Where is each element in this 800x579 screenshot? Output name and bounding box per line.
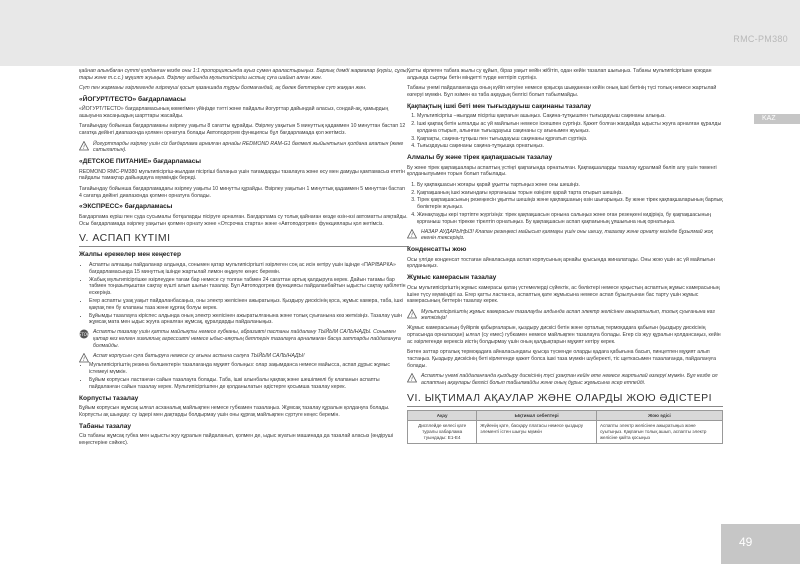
stop-icon	[79, 329, 89, 339]
list-item: 1. Бу қақпақшасын жоғары қарай ұқыпты тартыңыз және оны шешіңіз.	[417, 182, 723, 189]
paragraph: Бөтен заттар орталық термоқадаға айналасындағы қуысқа түскенде оларды қадаға қабығына басып, пинцетпен мұқият алып тастаңыз. Қыздыру дискісінің беті кірлегенде қажет болса ішкі таза мүмкін шүберекті, тіс щеткасымен тазалағанда, пайдалануға болады.	[407, 349, 717, 369]
paragraph: Бағдарлама күріш пен суда сусымалы ботқаларды пісіруге арналған. Бағдарлама су толық қайнаған кезде өзін-өзі автоматты аяқтайды. Осы бағдарламада әзірлеу уақытын қолмен орнату және «Отсрочка старта» және «Автоподогрев» функциялары қол жетімсіз.	[79, 213, 408, 227]
warning-icon	[407, 373, 417, 383]
paragraph: «ЙОГУРТ/ТЕСТО» бағдарламасының көмегімен үйіңізде тәтті және пайдалы йогурттар дайындай аласыз, сондай-ақ, қамырдың ашыуына жасаңыздың шарттары жасайды.	[79, 106, 389, 120]
svg-text:STOP: STOP	[79, 331, 89, 337]
svg-text:!: !	[82, 143, 86, 151]
left-column	[79, 68, 409, 450]
general-list-2	[79, 362, 409, 390]
list-item: • Бұйым корпусын ластанған сайын тазалауға болады. Таба, ішкі алынбалы қақпақ және шешілмелі бу клапанын аспапты пайдаланған сайын тазалау керек. Мультипісіргішпен де қолданылатын әдістерге қосымша тазалау керек.	[89, 377, 409, 391]
paragraph: Бу және тірек қақпақшалары аспаптың үстіңгі қақпағында орнатылған. Қақпақшаларды тазалау құралмай бөліп алу үшін төменгі қолданылуымен торын болып табылады.	[407, 164, 717, 178]
list-item: 4. Тығыздауыш сақинаны сақина-тұтқышқа орнатыңыз.	[417, 143, 723, 150]
warning-icon	[79, 141, 89, 151]
intro-paragraph: қайнап алынбаған сүтті қолданған кезде оны 1:1 пропорциясында ауыз сумен араластырыңыз. Барлық дәмді жармалар (күріш, сұлы, тары және т.с.с.) мұқият жуыңыз. Әзірлеу алдында мультипісіргіш ыстық суға шайып алған жөн.	[79, 68, 408, 81]
section-heading-yogurt: «ЙОГУРТ/ТЕСТО» бағдарламасы	[79, 95, 186, 103]
section-heading-body: Корпусты тазалау	[79, 394, 139, 402]
note-text: Аспапты тазалау үшін қатты майлықты немесе губканы, абразивті пастаны пайдалану ТЫЙЫМ САЛЫНАДЫ. Сонымен қатар кез келген химиялық агрессивті немесе ыдыс-аяқтың беттерін тазалауға арналмаған басқа заттарды пайдалануға болмайды.	[93, 329, 401, 349]
note-text: Аспапты үнемі пайдаланғанда қыздыру дискісінің түсі ұзақтан кейін өте немесе жартылай өзгеруі мүмкін. Бұл кезде ол аспаптың ақаулары белгісі болып табылмайды және оның дұрыс жұмысына әсер етпейді.	[421, 373, 718, 386]
table-header-row	[408, 410, 723, 421]
paragraph: Тағайындау бойынша бағдарламадағы әзірлеу уақыты 10 минутты құрайды. Әзірлеу уақытын 1 минуттық қадаммен 5 минуттан бастап 4 сағатқа дейінгі диапазонда қолмен орнатуға болады.	[79, 185, 405, 199]
column-header: Ықтимал себептері	[477, 410, 597, 421]
section-heading-chamber: Жұмыс камерасын тазалау	[407, 274, 497, 282]
paragraph: Тағайындау бойынша бағдарламаны әзірлеу уақыты 8 сағатты құрайды. Әзірлеу уақытын 5 минуттық қадаммен 10 минуттан бастап 12 сағатқа дейінгі диапазонда қолмен орнатуға болады Автоподогрев функциясы бұл бағдарламада қол жетімсіз.	[79, 123, 406, 137]
list-item: • Бұйымды тазалауға кіріспес алдында оның электр желісінен ажыратылғанына және толық суығанына көз жеткізіңіз. Тазалау үшін жұмсақ мата мен ыдыс жууға арналған жұмсақ, құралдарды пайдаланыңыз.	[89, 313, 409, 327]
list-item: 1. Мультипісіргіш –жылдам пісіргіш қақпағын ашыңыз. Сақина-тұтқышпен тығыздауыш сақинаны алыңыз.	[417, 113, 723, 120]
page-number-box	[721, 524, 800, 564]
general-list	[79, 262, 409, 326]
paragraph: Сіз табаны жұмсақ губка мен ыдысты жуу құралын пайдаланып, қолмен де, ыдыс жуатын машинада да тазалай аласыз (өндіруші кеңестеріне сәйкес).	[79, 433, 394, 446]
note-text: Йогурттарды әзірлеу үшін сіз бағдарлама арналған арнайы REDMOND RAM-G1 бөлмелі жыйынтығын қолдана алатын (жеке сатылатын).	[93, 140, 404, 154]
table-row	[408, 421, 723, 443]
table-cell: Аспапты электр желісінен ажыратыңыз және суытыңыз. Қақпағын толық ашып, аспапты электр желісіне қайта қосыңыз	[596, 421, 722, 443]
intro-paragraph: Сүт пен жарманы әзірлегенде әзірлеуші қосып қазаншада тұруы болмағандай, ақ бөлек беттеріне сүт жаққан жөн.	[79, 85, 367, 92]
list-item: 2. Ішкі қақпақ бетін ылғалды ас үй майлығын немесе іскешпен сүртіңіз. Қажет болған жағдайда ыдысты жууға арналған құралды қолдана отырып, алынған тығыздауыш сақинаны су ағынымен жуыңыз.	[417, 121, 723, 135]
list-item: • Егер аспапты ұзақ уақыт пайдаланбасаңыз, оны электр желісінен ажыратыңыз. Қыздыру дискісінің қоса, жұмыс камера, таба, ішкі қақпақ пен бу клапаны таза және құрғақ болуы керек.	[89, 298, 409, 312]
svg-text:!: !	[82, 355, 86, 363]
paragraph: Табаны үнемі пайдаланғанда оның күйіп кетуіне немесе қоқысқа шыққаннан кейін оның ішкі бетінің түсі толық немесе жартылай өзгеруі мүмкін. Бұл әзімен өз таба ақаудың белгісі болып табылмайды.	[407, 85, 717, 98]
lid-steps	[407, 113, 723, 150]
section-heading-general: Жалпы ережелер мен кеңестер	[79, 251, 181, 259]
note-text: Аспап корпусын суға батыруға немесе су ағыны астына салуға ТЫЙЫМ САЛЫНАДЫ!	[93, 352, 305, 359]
top-band	[0, 0, 800, 66]
note-text: НАЗАР АУДАРЫҢЫЗ! Клапан резеңкесі майысып қалмауы үшін оны шешу, тазалау және орнату кезінде бұзылмай жоқ екенін тексеріңіз.	[421, 228, 713, 242]
page-number: 49	[739, 535, 753, 549]
list-item: • Мультипісіргіштің резина бөлшектерін тазалағанда мұқият болыңыз: олар зақымданса немесе майысса, аспап дұрыс жұмыс істемеуі мүмкін.	[89, 362, 409, 376]
list-item: 3. Қақпақты, сақина-тұтқыш пен тығыздауыш сақинаны құрғатып сүртіңіз.	[417, 136, 723, 143]
paragraph: Қатты кірлеген табаға жылы су құйып, біраз уақыт кейін жібітіп, одан кейін тазалап шығыңыз. Табаны мультипісіргішке қоюдан алдында сыртқы бетін міндетті түрде кептіріп сүртіңіз.	[407, 68, 712, 81]
note-text: Мультипісіргіштің жұмыс камерасын тазалауды алдында аспап электр желісінен ажыратылып, толық суығанына көз жеткізіңіз!	[421, 308, 715, 322]
note	[79, 141, 409, 155]
note	[407, 309, 723, 323]
table-cell: Жүйенің қате, басқару платасы немесе қыздыру элементі істен шығуы мүмкін	[477, 421, 597, 443]
svg-text:!: !	[410, 311, 414, 319]
svg-text:!: !	[410, 231, 414, 239]
valve-steps	[407, 182, 723, 226]
list-item: • Аспапты алғашқы пайдаланар алдында, сонымен қатар мультипісіргішті әзірлеген соң ас исін кетіру үшін іщінде «ПАР/ВАРКА» бағдарламасында 15 минуттық ішінде жартылай лимон өңдеуге кеңес беремін.	[89, 262, 409, 276]
paragraph: Осы үлгіде конденсат тостаған айналасында аспап корпусының арнайы қуысында жиналатады. Оны жою үшін ас үй майлығын қолданыңыз.	[407, 256, 715, 270]
section-heading-condensate: Конденсатты жою	[407, 246, 467, 254]
column-header: Ақау	[408, 410, 477, 421]
warning-icon	[79, 353, 89, 363]
warning-icon	[407, 309, 417, 319]
warning-icon	[407, 229, 417, 239]
paragraph: Бұйым корпусын жұмсақ ылғал асханалық майлықпен немесе губкамен тазалаңыз. Жұмсақ тазалау құралын қолдануға болады. Корпусты ақ шыңдау: су іздері мен дақтарды болдырмау үшін оны құрғақ майлықпен сүртуге кеңес беремін.	[79, 405, 390, 418]
note	[407, 373, 723, 387]
column-header: Жою әдісі	[596, 410, 722, 421]
note	[79, 329, 409, 349]
paragraph: Жұмыс камерасының бүйірлік қабырғаларын, қыздыру дискісі бетін және орталық термоқадаға қабығын (қыздыру дискісінің ортасында орналасқан) ылғал (су емес) губкамен немесе майлықпен тазалауға болады. Егер сіз жуу құралын қолдансаңыз, кейін ас әзірлегенде керексіз иістің болдырмау үшін оның қалдықтарын мұқият кетіру керек.	[407, 325, 721, 345]
svg-text:!: !	[410, 376, 414, 383]
section-heading-lid: Қақпақтың ішкі беті мен тығыздауыш сақинаны тазалау	[407, 102, 592, 110]
model-label: RMC-PM380	[733, 34, 788, 44]
language-tab: KAZ	[754, 114, 800, 124]
section-heading-bowl: Табаны тазалау	[79, 422, 132, 430]
paragraph: REDMOND RMC-PM380 мультипісіргіш-жылдам пісіргіші балаңыз үшін тағамдарды тазалауға және өсу мен дамуды қамтамасыз ететін пайдалы тамақтар дайындауға мүмкіндік береді.	[79, 168, 405, 182]
list-item: • Жабық мультипісіргішке әзірлеуден тағам бар немесе су толған табмен 24 сағаттан артық қалдыруға керек. Дайын тағамы бар табмен тоңазытқыштан сақтау күшті алып шығын тазалау. Бұл Автоподогрев функциясы пайдаланбайтын ыдысты сақтау қабілетін ескеріңіз.	[89, 277, 409, 297]
table-cell: Дисплейде келесі қате туралы хабарлама туындады: E1-E4	[408, 421, 477, 443]
chapter-heading-care: V. АСПАП КҮТІМІ	[79, 232, 409, 247]
note	[79, 352, 409, 363]
paragraph: Осы мультипісіргіштің жұмыс камерасы қатаң үстемелерді сүйектік, ас бөліктері немесе қоқыстың аспаптың жұмыс камерасының ішіне түсу мүмкіндігі аз. Егер қатты ластанса, аспаптың қате жұмысына немесе аспап бұзылуынан бас тарту үшін жұмыс камерасының беттерін тазалау керек.	[407, 284, 720, 305]
section-heading-express: «ЭКСПРЕСС» бағдарламасы	[79, 203, 173, 211]
note	[407, 229, 723, 243]
section-heading-valve: Алмалы бу және тірек қақпақшасын тазалау	[407, 154, 553, 162]
list-item: 4. Жинақтауды кері тәртіпте жүргізіңіз: тірек қақпақшасын орнына салыңыз және оған резеңкені кидіріңіз, бу қақпақшасының қорғаныш торын тірекке тірелтіп орнатыңыз. Бу қақпақшасын аспап қақпағының ұяшығына нық орнатыңыз.	[417, 212, 723, 226]
right-column	[407, 68, 723, 444]
list-item: 2. Қақпақшаның ішкі жағындағы қорғанышы торын өзіңізге қарай тарта отырып шешіңіз.	[417, 190, 723, 197]
chapter-heading-troubleshooting: VI. ЫҚТИМАЛ АҚАУЛАР ЖӘНЕ ОЛАРДЫ ЖОЮ ӘДІСТЕРІ	[407, 392, 723, 407]
list-item: 3. Тірек қақпақшасының резеңкесін ұқыпты шешіңіз және қақпақшаның өзін шығарыңыз. Бу және тірек қақпақшаларының барлық бөліктерін жуыңыз.	[417, 197, 723, 211]
troubleshooting-table	[407, 410, 723, 444]
section-heading-baby-food: «ДЕТСКОЕ ПИТАНИЕ» бағдарламасы	[79, 158, 201, 166]
